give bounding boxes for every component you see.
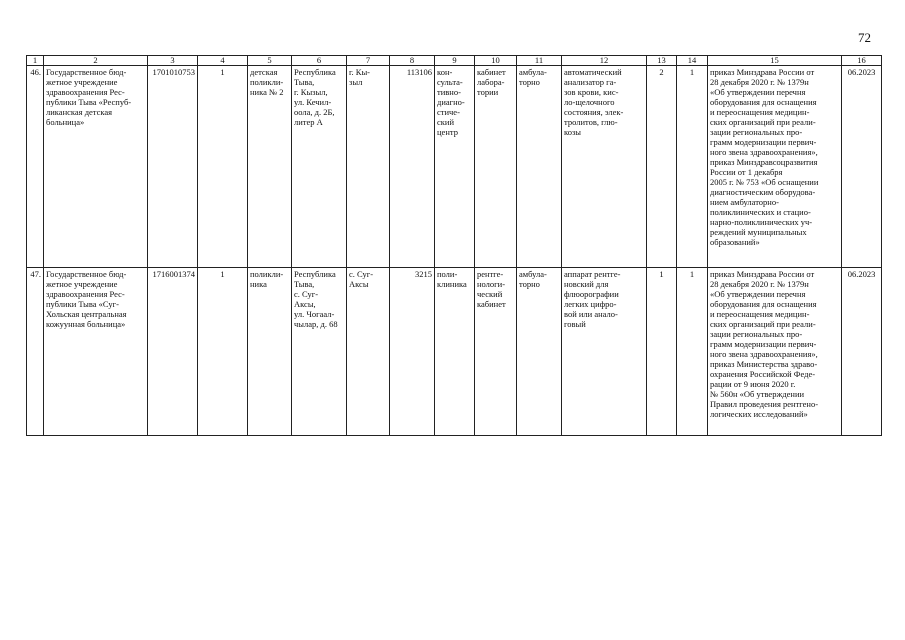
room-type: кабинет лабора- тории: [475, 66, 517, 268]
col-header: 2: [44, 56, 148, 66]
col-header: 6: [292, 56, 347, 66]
facility-type: кон- сульта- тивно- диагно- стиче- ский центр: [435, 66, 475, 268]
address: Республика Тыва, г. Кызыл, ул. Кечил- оола, д. 2Б, литер А: [292, 66, 347, 268]
cell-col13: 1: [647, 268, 677, 436]
settlement: г. Кы- зыл: [347, 66, 390, 268]
regulation: приказ Минздрава России от 28 декабря 2020 г. № 1379н «Об утверждении перечня оборудования для оснащения и переоснащения медицин- ских организаций при реали- зации региональных про- грамм модернизации первич- ного звена здравоохранения», приказ Минздравсоцразвития России от 1 декабря 2005 г. № 753 «Об оснащении диагностическим оборудова- нием амбулаторно- поликлинических и стацио- нарно-поликлинических уч- реждений муниципальных образований»: [708, 66, 842, 268]
col-header: 5: [248, 56, 292, 66]
population: 113106: [390, 66, 435, 268]
date: 06.2023: [842, 66, 882, 268]
inn: 1701010753: [148, 66, 198, 268]
page-number: 72: [858, 30, 871, 45]
col-header: 4: [198, 56, 248, 66]
col-header: 16: [842, 56, 882, 66]
col-header: 8: [390, 56, 435, 66]
col-header: 3: [148, 56, 198, 66]
cell-col13: 2: [647, 66, 677, 268]
organization-name: Государственное бюд- жетное учреждение здравоохранения Рес- публики Тыва «Суг- Хольская центральная кожуунная больница»: [44, 268, 148, 436]
col-header: 14: [677, 56, 708, 66]
date: 06.2023: [842, 268, 882, 436]
table-row: [27, 268, 882, 436]
facility-type: поли- клиника: [435, 268, 475, 436]
col-header: 15: [708, 56, 842, 66]
cell-col14: 1: [677, 66, 708, 268]
col-header: 9: [435, 56, 475, 66]
col-header: 7: [347, 56, 390, 66]
col-header: 1: [27, 56, 44, 66]
care-mode: амбула- торно: [517, 66, 562, 268]
address: Республика Тыва, с. Суг- Аксы, ул. Чогаал- чылар, д. 68: [292, 268, 347, 436]
header-row: [27, 56, 882, 66]
row-number: 47.: [27, 268, 44, 436]
col-header: 13: [647, 56, 677, 66]
cell-col4: 1: [198, 268, 248, 436]
subdivision: детская поликли- ника № 2: [248, 66, 292, 268]
col-header: 12: [562, 56, 647, 66]
regulation: приказ Минздрава России от 28 декабря 2020 г. № 1379н «Об утверждении перечня оборудования для оснащения и переоснащения медицин- ских организаций при реали- зации региональных про- грамм модернизации первич- ного звена здравоохранения», приказ Министерства здраво- охранения Российской Феде- рации от 9 июня 2020 г. № 560н «Об утверждении Правил проведения рентгено- логических исследований»: [708, 268, 842, 436]
equipment: аппарат рентге- новский для флюорографии легких цифро- вой или анало- говый: [562, 268, 647, 436]
equipment-table: [26, 55, 882, 436]
col-header: 11: [517, 56, 562, 66]
cell-col14: 1: [677, 268, 708, 436]
col-header: 10: [475, 56, 517, 66]
subdivision: поликли- ника: [248, 268, 292, 436]
row-number: 46.: [27, 66, 44, 268]
settlement: с. Суг- Аксы: [347, 268, 390, 436]
room-type: рентге- нологи- ческий кабинет: [475, 268, 517, 436]
population: 3215: [390, 268, 435, 436]
organization-name: Государственное бюд- жетное учреждение здравоохранения Рес- публики Тыва «Респуб- ликанская детская больница»: [44, 66, 148, 268]
table-row: [27, 66, 882, 268]
care-mode: амбула- торно: [517, 268, 562, 436]
cell-col4: 1: [198, 66, 248, 268]
inn: 1716001374: [148, 268, 198, 436]
equipment: автоматический анализатор га- зов крови, кис- ло-щелочного состояния, элек- тролитов, глю- козы: [562, 66, 647, 268]
